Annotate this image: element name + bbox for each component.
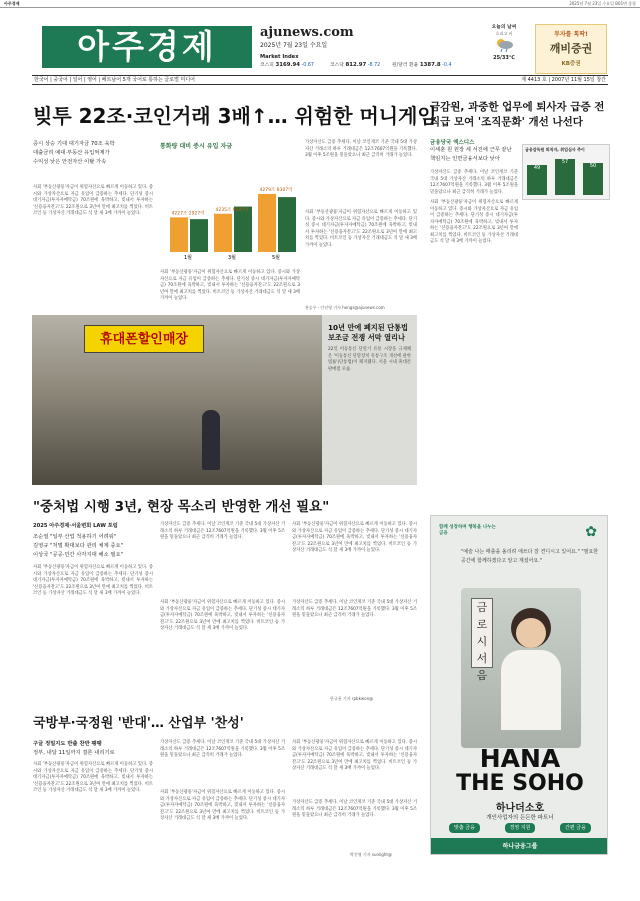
- third-body-3: 사회 '부동산광풍'자금이 위험자산으로 빠르게 이동하고 있다. 증시와 가상자산으로 자금 유입이 급증하는 추세다. 단기성 증시 대기자금(투자자예탁금) 70조원에 육박하고, 빚내서 투자하는 '신용융자잔고'도 22조원으로 3년여 만에 최고치를 찍었다. 비트코인 등 가상자산 거래대금도 석 달 새 3배 가까이 늘었다.: [160, 790, 285, 821]
- second-body-1: 사회 '부동산광풍'자금이 위험자산으로 빠르게 이동하고 있다. 증시와 가상자산으로 자금 유입이 급증하는 추세다. 단기성 증시 대기자금(투자자예탁금) 70조원에 육박하고, 빚내서 투자하는 '신용융자잔고'도 22조원으로 3년여 만에 최고치를 찍었다. 비트코인 등 가상자산 거래대금도 석 달 새 3배 가까이 늘었다.: [33, 565, 153, 596]
- second-byline: 한규용 기자 rpbkwon@: [330, 696, 374, 701]
- third-sub-1: 구글 정밀지도 반출 찬반 팽팽: [33, 741, 102, 747]
- second-body-4: 사회 '부동산광풍'자금이 위험자산으로 빠르게 이동하고 있다. 증시와 가상자산으로 자금 유입이 급증하는 추세다. 단기성 증시 대기자금(투자자예탁금) 70조원에 육박하고, 빚내서 투자하는 '신용융자잔고'도 22조원으로 3년여 만에 최고치를 찍었다. 비트코인 등 가상자산 거래대금도 석 달 새 3배 가까이 늘었다.: [292, 522, 417, 553]
- strip-languages: 한국어 | 중국어 | 일어 | 영어 | 베트남어 5개 국어로 통하는 글로벌 미디어: [34, 77, 195, 83]
- top-bar-dateline: 2025년 7월 23일 수요일 B01면 종합: [569, 1, 636, 6]
- chart-category-label: 1월: [183, 255, 193, 260]
- chart-category-label: 3월: [227, 255, 237, 260]
- lead-sub-1: 증시 상승 기대 대기자금 70조 육박: [33, 141, 115, 147]
- ad-person-face: [516, 618, 546, 648]
- lead-byline: 홍승우 · 안선영 기자 hongs@ajunews.com: [305, 305, 385, 310]
- weather-temps: 25/33℃: [493, 55, 515, 62]
- market-kosdaq: 코스닥 812.97 -8.72: [330, 62, 381, 68]
- issue-date: 2025년 7월 23일 수요일: [260, 42, 328, 49]
- market-kospi: 코스피 3169.94 -0.67: [260, 62, 314, 68]
- weather-box: [478, 25, 530, 71]
- chart-bar-credit: [278, 197, 296, 252]
- chart-bar-credit: [190, 219, 208, 252]
- lead-subheads: [33, 140, 153, 167]
- second-body-5: 가상자산도 급증 추세다. 이날 코인게코 기준 국내 5대 가상자산 거래소의 하루 거래대금은 12조7607억원을 기록했다. 3월 이후 5조원을 밑돌았으나 최근 급격히 거래가 늘었다.: [292, 600, 417, 618]
- chart-data-label: 4235조 8187억: [215, 207, 249, 213]
- second-headline[interactable]: "중처법 시행 3년, 현장 목소리 반영한 개선 필요": [33, 499, 330, 515]
- caption-panel: [322, 315, 417, 485]
- third-body-2: 가상자산도 급증 추세다. 이날 코인게코 기준 국내 5대 가상자산 거래소의 하루 거래대금은 12조7607억원을 기록했다. 3월 이후 5조원을 밑돌았으나 최근 급격히 거래가 늘었다.: [160, 740, 285, 758]
- chart-category-label: 5월: [271, 255, 281, 260]
- right-chart: [522, 144, 610, 200]
- chart-bar-m2: [170, 217, 188, 252]
- lead-headline[interactable]: 빚투 22조·코인거래 3배↑… 위험한 머니게임: [33, 104, 437, 128]
- right-chart-bar-1: 49: [527, 165, 547, 195]
- second-subheads: [33, 522, 153, 560]
- info-strip: [32, 75, 608, 85]
- right-chart-bar-2: 57: [555, 159, 575, 195]
- lead-body-b: 가상자산도 급증 추세다. 이날 코인게코 기준 국내 5대 가상자산 거래소의 하루 거래대금은 12조7607억원을 기록했다. 3월 이후 5조원을 밑돌았으나 최근 급격히 거래가 늘었다.: [305, 140, 417, 158]
- hana-logo-icon: ✿: [585, 524, 597, 540]
- strip-issue: 제 4413 호 | 2007년 11월 15일 창간: [521, 77, 606, 83]
- second-body-2: 가상자산도 급증 추세다. 이날 코인게코 기준 국내 5대 가상자산 거래소의 하루 거래대금은 12조7607억원을 기록했다. 3월 이후 5조원을 밑돌았으나 최근 급격히 거래가 늘었다.: [160, 522, 285, 540]
- right-column: [430, 100, 610, 246]
- third-sub-2: 정부, 내달 11일까지 결론 내리기로: [33, 750, 115, 756]
- right-body-1: 가상자산도 급증 추세다. 이날 코인게코 기준 국내 5대 가상자산 거래소의 하루 거래대금은 12조7607억원을 기록했다. 3월 이후 5조원을 밑돌았으나 최근 급격히 거래가 늘었다.: [430, 170, 518, 195]
- cloud-rain-icon: [493, 36, 515, 52]
- second-sub-1: 조순열 "일부 산업 적용하기 어려워": [33, 534, 117, 540]
- ad-person-body: [501, 650, 561, 730]
- ad-brand-1: HANA: [479, 744, 561, 773]
- person-silhouette: [202, 410, 220, 470]
- lead-sub-2: 대출금리 예대·부동산 유입억제가: [33, 150, 110, 156]
- market-index-title: Market Index: [260, 54, 299, 60]
- right-chart-bar-3: 50: [583, 163, 603, 195]
- photo-caption-title: 10년 만에 폐지된 단통법 보조금 전쟁 서막 열리나: [328, 323, 408, 342]
- weather-title: 오늘의 날씨: [491, 25, 517, 30]
- ad-brand-kr: 하나더소호: [495, 803, 545, 814]
- ad-features: [449, 823, 591, 833]
- chart-title: 통화량 대비 증시 유입 자금: [160, 143, 233, 150]
- chart-bar-m2: [258, 194, 276, 252]
- kb-ad-sub: KB증권: [561, 61, 581, 67]
- lead-body-b2: 사회 '부동산광풍'자금이 위험자산으로 빠르게 이동하고 있다. 증시와 가상자산으로 자금 유입이 급증하는 추세다. 단기성 증시 대기자금(투자자예탁금) 70조원에 육박하고, 빚내서 투자하는 '신용융자잔고'도 22조원으로 3년여 만에 최고치를 찍었다. 비트코인 등 가상자산 거래대금도 석 달 새 3배 가까이 늘었다.: [305, 210, 417, 248]
- chart-bar-credit: [234, 207, 252, 252]
- masthead-logo: 아주경제: [42, 26, 252, 68]
- ad-feature-2: 경영 지원: [505, 823, 536, 833]
- right-body-2: 사회 '부동산광풍'자금이 위험자산으로 빠르게 이동하고 있다. 증시와 가상자산으로 자금 유입이 급증하는 추세다. 단기성 증시 대기자금(투자자예탁금) 70조원에 육박하고, 빚내서 투자하는 '신용융자잔고'도 22조원으로 3년여 만에 최고치를 찍었다. 비트코인 등 가상자산 거래대금도 석 달 새 3배 가까이 늘었다.: [430, 200, 518, 244]
- right-sub-2: 책임지는 인면금융서보다 낮아: [430, 156, 500, 162]
- third-body-4: 사회 '부동산광풍'자금이 위험자산으로 빠르게 이동하고 있다. 증시와 가상자산으로 자금 유입이 급증하는 추세다. 단기성 증시 대기자금(투자자예탁금) 70조원에 육박하고, 빚내서 투자하는 '신용융자잔고'도 22조원으로 3년여 만에 최고치를 찍었다. 비트코인 등 가상자산 거래대금도 석 달 새 3배 가까이 늘었다.: [292, 740, 417, 771]
- third-body-1: 사회 '부동산광풍'자금이 위험자산으로 빠르게 이동하고 있다. 증시와 가상자산으로 자금 유입이 급증하는 추세다. 단기성 증시 대기자금(투자자예탁금) 70조원에 육박하고, 빚내서 투자하는 '신용융자잔고'도 22조원으로 3년여 만에 최고치를 찍었다. 비트코인 등 가상자산 거래대금도 석 달 새 3배 가까이 늘었다.: [33, 762, 153, 793]
- ad-feature-3: 간편 금융: [560, 823, 591, 833]
- second-body-3: 사회 '부동산광풍'자금이 위험자산으로 빠르게 이동하고 있다. 증시와 가상자산으로 자금 유입이 급증하는 추세다. 단기성 증시 대기자금(투자자예탁금) 70조원에 육박하고, 빚내서 투자하는 '신용융자잔고'도 22조원으로 3년여 만에 최고치를 찍었다. 비트코인 등 가상자산 거래대금도 석 달 새 3배 가까이 늘었다.: [160, 600, 285, 631]
- third-subheads: [33, 740, 153, 758]
- second-sub-2: 김영규 "처벌 확대보다 관리 체계 중요": [33, 543, 124, 549]
- weather-desc: 흐리고 비: [495, 30, 513, 36]
- photo-caption: 22일 이동통신 단말기 유통 시장을 규제해 온 '이동통신 단말장치 유통구조 개선에 관한 법률'(단통법)이 폐지됐다. 서울 시내 휴대폰 판매점 모습.: [328, 347, 411, 372]
- hana-ad[interactable]: [430, 515, 608, 855]
- ad-tagline: 개인사업자의 든든한 파트너: [486, 815, 554, 821]
- site-url[interactable]: ajunews.com: [260, 25, 354, 40]
- ad-feature-1: 맞춤 금융: [449, 823, 480, 833]
- chart-data-label: 4279조 8307억: [259, 187, 293, 193]
- chart-data-label: 4227조 2927억: [171, 211, 205, 217]
- lead-body-a: 사회 '부동산광풍'자금이 위험자산으로 빠르게 이동하고 있다. 증시와 가상자산으로 자금 유입이 급증하는 추세다. 단기성 증시 대기자금(투자자예탁금) 70조원에 육박하고, 빚내서 투자하는 '신용융자잔고'도 22조원으로 3년여 만에 최고치를 찍었다. 비트코인 등 가상자산 거래대금도 석 달 새 3배 가까이 늘었다.: [33, 185, 153, 216]
- ad-shop-sign: 금 로 시 서 음: [471, 598, 493, 668]
- ad-brand-2: THE SOHO: [456, 771, 584, 796]
- right-section: 금융당국 엑스디스: [430, 140, 475, 146]
- kb-ad-box[interactable]: [535, 24, 607, 74]
- ad-bank-small: 함께 성장하며 행복을 나누는 금융: [439, 525, 496, 536]
- chart-bar-m2: [214, 214, 232, 252]
- third-body-5: 가상자산도 급증 추세다. 이날 코인게코 기준 국내 5대 가상자산 거래소의 하루 거래대금은 12조7607억원을 기록했다. 3월 이후 5조원을 밑돌았으나 최근 급격히 거래가 늘었다.: [292, 800, 417, 818]
- third-headline[interactable]: 국방부·국정원 '반대'… 산업부 '찬성': [33, 716, 244, 731]
- top-bar-paper: 아주경제: [4, 1, 20, 6]
- store-sign: 휴대폰할인매장: [84, 325, 204, 353]
- top-bar: [0, 0, 640, 8]
- ad-photo: [461, 588, 581, 748]
- kb-ad-title: 투자를 톡딱!: [554, 31, 588, 38]
- third-byline: 박진영 기자 sunlight@: [350, 852, 392, 857]
- ad-footer: 하나금융그룹: [431, 838, 608, 855]
- kb-ad-brand: 깨비증권: [549, 42, 593, 55]
- lead-body-a2: 사회 '부동산광풍'자금이 위험자산으로 빠르게 이동하고 있다. 증시와 가상자산으로 자금 유입이 급증하는 추세다. 단기성 증시 대기자금(투자자예탁금) 70조원에 육박하고, 빚내서 투자하는 '신용융자잔고'도 22조원으로 3년여 만에 최고치를 찍었다. 비트코인 등 가상자산 거래대금도 석 달 새 3배 가까이 늘었다.: [160, 270, 300, 301]
- market-fx: 원/달러 환율 1387.8 -0.4: [392, 62, 452, 68]
- lead-chart: [160, 140, 300, 260]
- right-chart-title: 금융감독원 퇴직자, 취업심사 추이: [525, 147, 585, 152]
- lead-sub-3: 수익성 낮은 안전자산 이탈 가속: [33, 159, 107, 165]
- right-headline[interactable]: 금감원, 과중한 업무에 퇴사자 급증 전 직급 모여 '조직문화' 개선 나선다: [430, 101, 605, 128]
- ad-quote: "예술 나는 매출을 올리려 애쓰다 잘 견디시고 있어요." "필요한 공간에 함께하겠다고 알고 계셨어요.": [461, 549, 599, 564]
- second-kicker: 2025 아주경제·서울변회 LAW 포럼: [33, 523, 118, 529]
- right-sub-1: 이세훈 원 원장 세 서진에 근무 끝난: [430, 147, 512, 153]
- second-sub-3: 이상국 "공공·민간 사각지대 해소 필요": [33, 552, 124, 558]
- store-photo: [32, 315, 417, 485]
